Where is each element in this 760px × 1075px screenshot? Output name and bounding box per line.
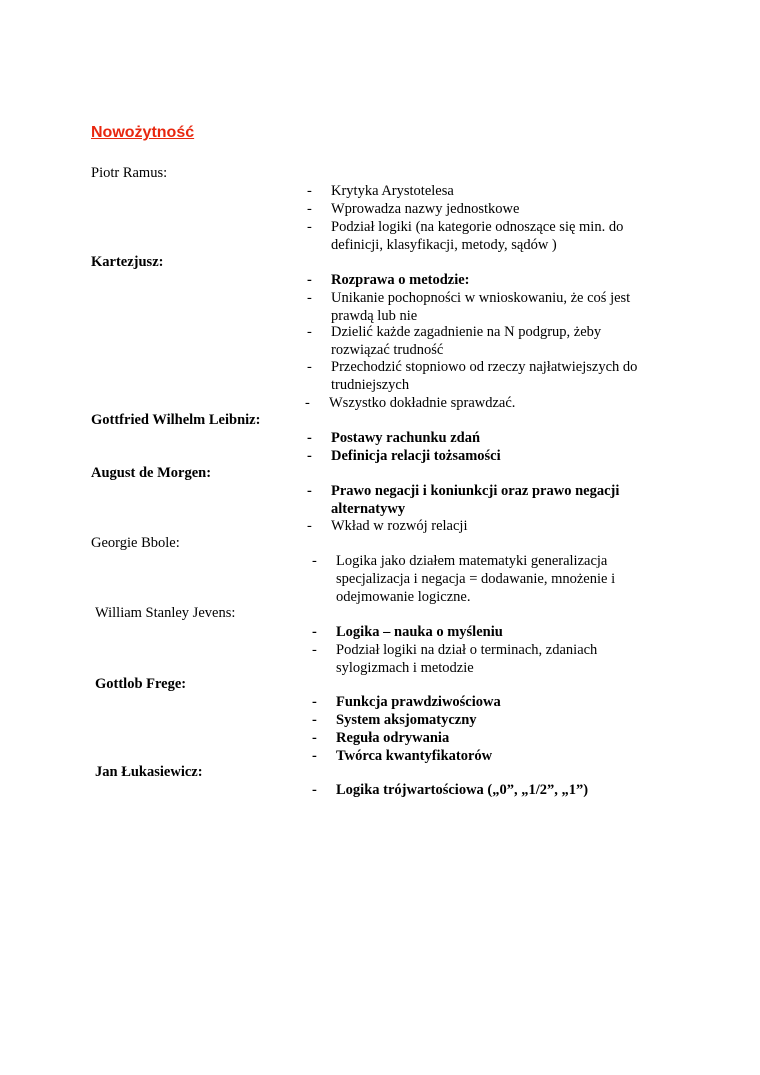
bullet-item [307,517,647,535]
bullet-dash: - [312,642,317,658]
bullet-text: Logika trójwartościowa („0”, „1/2”, „1”) [336,782,589,798]
bullet-item [307,447,647,465]
bullet-text: Twórca kwantyfikatorów [336,748,493,764]
bullet-item [312,641,652,677]
bullet-text: Definicja relacji tożsamości [331,448,501,464]
bullet-dash: - [312,782,317,798]
bullet-dash: - [307,324,312,340]
person-heading: August de Morgen: [91,465,212,481]
person-heading: Georgie Bbole: [91,535,180,551]
bullet-text: Przechodzić stopniowo od rzeczy najłatwiejszych do trudniejszych [331,359,638,393]
bullet-dash: - [312,694,317,710]
bullet-text: Wprowadza nazwy jednostkowe [331,201,520,217]
person-heading: Kartezjusz: [91,254,164,270]
bullet-dash: - [312,712,317,728]
bullet-text: Wszystko dokładnie sprawdzać. [329,395,516,411]
bullet-item [307,271,647,289]
bullet-dash: - [312,553,317,569]
bullet-dash: - [305,395,310,411]
bullet-text: Rozprawa o metodzie: [331,272,470,288]
bullet-dash: - [312,748,317,764]
person-heading: Gottfried Wilhelm Leibniz: [91,412,261,428]
person-heading: Gottlob Frege: [95,676,187,692]
bullet-item [305,394,645,412]
bullet-dash: - [307,272,312,288]
bullet-item [307,429,647,447]
bullet-dash: - [307,219,312,235]
bullet-text: Krytyka Arystotelesa [331,183,454,199]
bullet-item [312,781,652,799]
bullet-dash: - [307,359,312,375]
bullet-item [307,482,652,518]
bullet-text: Podział logiki na dział o terminach, zdaniach sylogizmach i metodzie [336,642,598,676]
bullet-item [312,623,652,641]
person-heading: Piotr Ramus: [91,165,168,181]
person-heading: William Stanley Jevens: [95,605,236,621]
bullet-item [307,182,647,200]
bullet-text: Funkcja prawdziwościowa [336,694,501,710]
bullet-dash: - [307,183,312,199]
bullet-item [312,693,652,711]
bullet-text: Podział logiki (na kategorie odnoszące się min. do definicji, klasyfikacji, metody, sądów ) [331,219,624,253]
bullet-text: Reguła odrywania [336,730,450,746]
bullet-text: System aksjomatyczny [336,712,477,728]
bullet-item [312,729,652,747]
bullet-item [312,711,652,729]
bullet-item [307,323,647,359]
bullet-text: Wkład w rozwój relacji [331,518,468,534]
bullet-text: Unikanie pochopności w wnioskowaniu, że coś jest prawdą lub nie [331,290,631,324]
bullet-item [312,747,652,765]
bullet-dash: - [307,430,312,446]
bullet-item [307,289,647,325]
bullet-dash: - [307,448,312,464]
bullet-text: Logika jako działem matematyki generalizacja specjalizacja i negacja = dodawanie, mnożenie i odejmowanie logiczne. [336,553,616,605]
bullet-text: Prawo negacji i koniunkcji oraz prawo negacji alternatywy [331,483,620,517]
bullet-dash: - [307,518,312,534]
bullet-item [307,218,647,254]
bullet-item [307,200,647,218]
bullet-item [307,358,657,394]
bullet-text: Dzielić każde zagadnienie na N podgrup, żeby rozwiązać trudność [331,324,602,358]
bullet-text: Postawy rachunku zdań [331,430,481,446]
page-title: Nowożytność [91,124,195,141]
bullet-dash: - [307,201,312,217]
person-heading: Jan Łukasiewicz: [95,764,203,780]
bullet-item [312,552,652,606]
bullet-dash: - [307,483,312,499]
bullet-dash: - [307,290,312,306]
bullet-dash: - [312,730,317,746]
bullet-text: Logika – nauka o myśleniu [336,624,503,640]
bullet-dash: - [312,624,317,640]
